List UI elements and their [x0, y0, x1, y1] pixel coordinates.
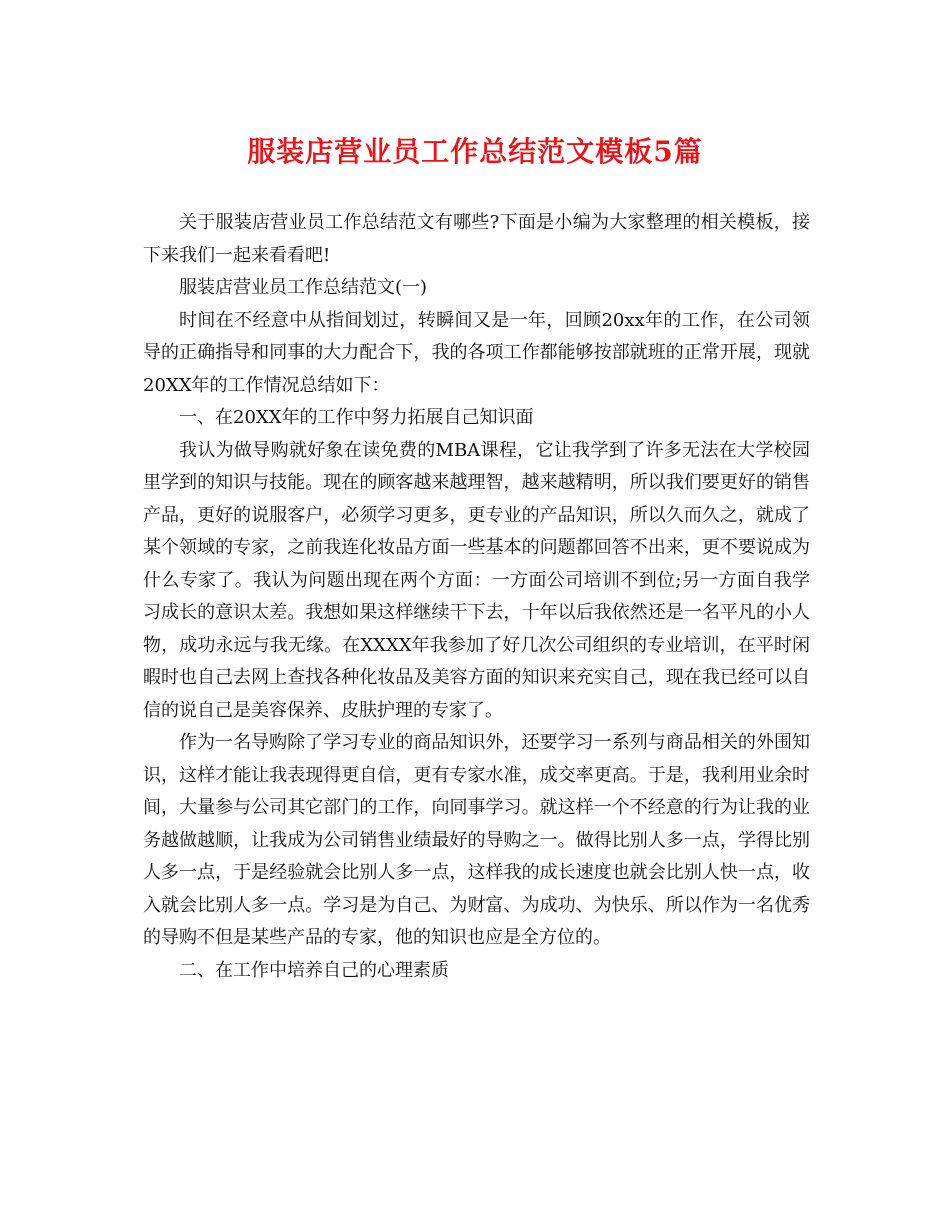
paragraph-review-year: 时间在不经意中从指间划过，转瞬间又是一年，回顾20xx年的工作，在公司领导的正确指导和同事的大力配合下，我的各项工作都能够按部就班的正常开展，现就20XX年的工作情况总结如下： [143, 309, 810, 396]
intro-paragraph: 关于服装店营业员工作总结范文有哪些?下面是小编为大家整理的相关模板，接下来我们一起来看看吧! [143, 212, 810, 266]
document-body [143, 207, 810, 987]
heading-part-two: 二、在工作中培养自己的心理素质 [179, 959, 449, 981]
paragraph-knowledge: 我认为做导购就好象在读免费的MBA课程，它让我学到了许多无法在大学校园里学到的知识与技能。现在的顾客越来越理智，越来越精明，所以我们要更好的销售产品，更好的说服客户，必须学习更多，更专业的产品知识，所以久而久之，就成了某个领域的专家，之前我连化妆品方面一些基本的问题都回答不出来，更不要说成为什么专家了。我认为问题出现在两个方面：一方面公司培训不到位;另一方面自我学习成长的意识太差。我想如果这样继续干下去，十年以后我依然还是一名平凡的小人物，成功永远与我无缘。在XXXX年我参加了好几次公司组织的专业培训，在平时闲暇时也自己去网上查找各种化妆品及美容方面的知识来充实自己，现在我已经可以自信的说自己是美容保养、皮肤护理的专家了。 [143, 439, 810, 721]
document-title: 服装店营业员工作总结范文模板5篇 [247, 135, 703, 168]
paragraph-peripheral-knowledge: 作为一名导购除了学习专业的商品知识外，还要学习一系列与商品相关的外围知识，这样才能让我表现得更自信，更有专家水准，成交率更高。于是，我利用业余时间，大量参与公司其它部门的工作，向同事学习。就这样一个不经意的行为让我的业务越做越顺，让我成为公司销售业绩最好的导购之一。做得比别人多一点，学得比别人多一点，于是经验就会比别人多一点，这样我的成长速度也就会比别人快一点，收入就会比别人多一点。学习是为自己、为财富、为成功、为快乐、所以作为一名优秀的导购不但是某些产品的专家，他的知识也应是全方位的。 [143, 732, 810, 948]
section-heading-sample-one: 服装店营业员工作总结范文(一) [179, 277, 428, 298]
heading-part-one: 一、在20XX年的工作中努力拓展自己知识面 [179, 407, 534, 428]
